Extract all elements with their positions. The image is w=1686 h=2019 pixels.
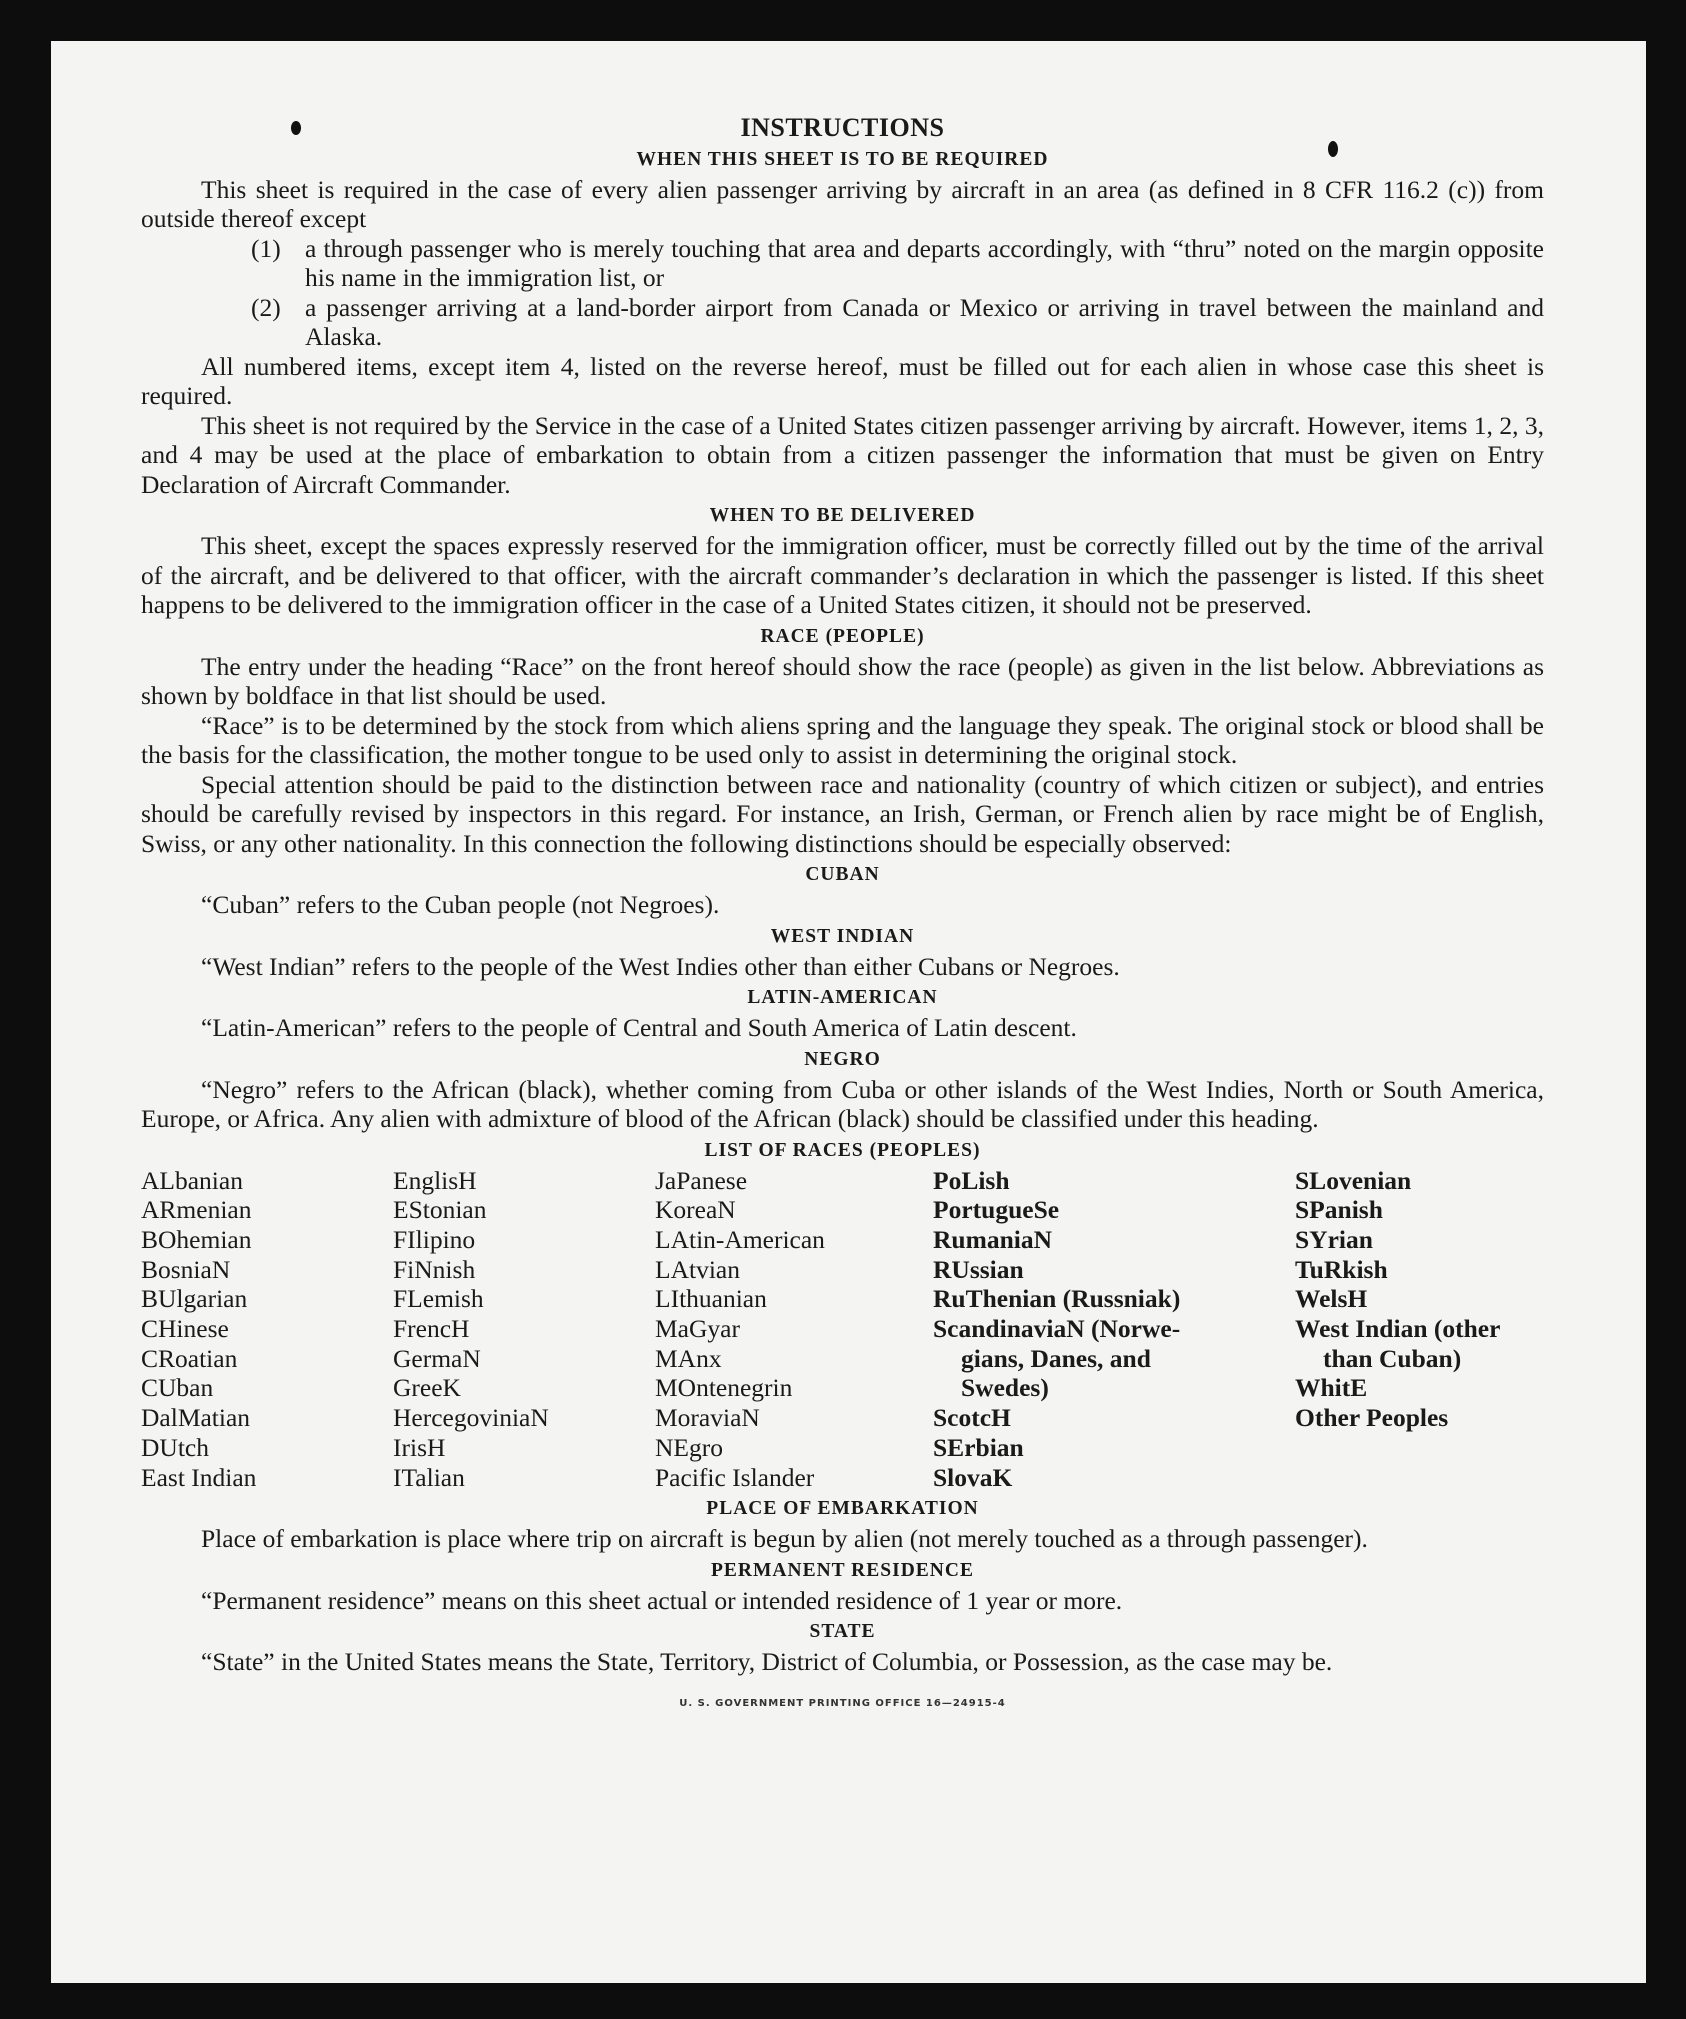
race-entry: Swedes) (961, 1373, 1049, 1403)
race-entry: West Indian (other (1295, 1314, 1501, 1344)
race-entry: ScandinaviaN (Norwe- (933, 1314, 1181, 1344)
paragraph: This sheet is required in the case of every alien passenger arriving by aircraft in an area (as defined in 8 CFR 116.2 (c)) from outside thereof except (141, 174, 1544, 233)
race-entry: East Indian (141, 1462, 257, 1492)
race-entry: EnglisH (393, 1165, 477, 1195)
race-entry: KoreaN (655, 1195, 736, 1225)
race-entry: ScotcH (933, 1403, 1011, 1433)
section-heading-cuban: CUBAN (805, 864, 880, 885)
section-heading-west-indian: WEST INDIAN (770, 925, 915, 947)
section-heading-list-of-races: LIST OF RACES (PEOPLES) (704, 1139, 981, 1161)
section-heading-negro: NEGRO (804, 1048, 881, 1070)
paragraph: “Race” is to be determined by the stock from which aliens spring and the language they speak. The original stock or blood shall be the basis for the classification, the mother tongue to be used only to assist in determining the original stock. (141, 710, 1544, 769)
section-heading-embarkation: PLACE OF EMBARKATION (706, 1498, 979, 1520)
races-column (393, 1166, 655, 1493)
race-entry: FIlipino (393, 1224, 476, 1254)
race-entry: CHinese (141, 1314, 229, 1344)
punch-mark (1328, 141, 1338, 157)
race-entry: BUlgarian (141, 1284, 248, 1314)
race-entry: RumaniaN (933, 1224, 1053, 1254)
race-entry: FLemish (393, 1284, 484, 1314)
race-entry: PoLish (933, 1165, 1010, 1195)
paragraph: Place of embarkation is place where trip on aircraft is begun by alien (not merely touched as a through passenger). (201, 1524, 1368, 1554)
race-entry: SPanish (1295, 1195, 1383, 1225)
race-entry: LAtin-American (655, 1224, 825, 1254)
punch-mark (291, 121, 301, 135)
list-item (141, 234, 1544, 293)
race-entry: CUban (141, 1373, 214, 1403)
printer-imprint: U. S. GOVERNMENT PRINTING OFFICE 16—24915-4 (679, 1697, 1006, 1709)
race-entry: RuThenian (Russniak) (933, 1284, 1181, 1314)
race-entry: GermaN (393, 1343, 481, 1373)
race-entry: Other Peoples (1295, 1403, 1449, 1433)
document-page (51, 41, 1646, 1983)
race-entry: WhitE (1295, 1373, 1368, 1403)
race-entry: DalMatian (141, 1403, 251, 1433)
race-entry: PortugueSe (933, 1195, 1060, 1225)
race-entry: ITalian (393, 1462, 465, 1492)
race-entry: NEgro (655, 1432, 723, 1462)
race-entry: than Cuban) (1323, 1343, 1462, 1373)
race-entry: GreeK (393, 1373, 461, 1403)
race-entry: MoraviaN (655, 1403, 760, 1433)
item-text: a passenger arriving at a land-border airport from Canada or Mexico or arriving in travel between the mainland and Alaska. (305, 292, 1544, 351)
races-list (141, 1166, 1544, 1493)
race-entry: ARmenian (141, 1195, 252, 1225)
section-heading-latin-american: LATIN-AMERICAN (747, 987, 938, 1008)
race-entry: LIthuanian (655, 1284, 767, 1314)
race-entry: MOntenegrin (655, 1373, 793, 1403)
races-column (141, 1166, 393, 1493)
race-entry: HercegoviniaN (393, 1403, 549, 1433)
race-entry: SYrian (1295, 1224, 1373, 1254)
paragraph: All numbered items, except item 4, listed on the reverse hereof, must be filled out for each alien in whose case this sheet is required. (141, 351, 1544, 410)
section-heading-when-delivered: WHEN TO BE DELIVERED (709, 505, 976, 526)
race-entry: RUssian (933, 1254, 1024, 1284)
paragraph: “State” in the United States means the State, Territory, District of Columbia, or Possession, as the case may be. (201, 1647, 1333, 1677)
race-entry: SLovenian (1295, 1165, 1412, 1195)
race-entry: SErbian (933, 1432, 1024, 1462)
races-column (1295, 1166, 1544, 1493)
paragraph: Special attention should be paid to the distinction between race and nationality (country of which citizen or subject), and entries should be carefully revised by inspectors in this regard. For instance, an Irish, German, or French alien by race might be of English, Swiss, or any other nationality. In this connection the following distinctions should be especially observed: (141, 769, 1544, 858)
section-heading-state: STATE (809, 1621, 876, 1643)
race-entry: BosniaN (141, 1254, 231, 1284)
races-column (933, 1166, 1295, 1493)
paragraph: “Latin-American” refers to the people of Central and South America of Latin descent. (201, 1013, 1077, 1042)
race-entry: Pacific Islander (655, 1462, 815, 1492)
races-column (655, 1166, 933, 1493)
paragraph: “Negro” refers to the African (black), whether coming from Cuba or other islands of the West Indies, North or South America, Europe, or Africa. Any alien with admixture of blood of the African (black) should be classified under this heading. (141, 1074, 1544, 1133)
race-entry: CRoatian (141, 1343, 238, 1373)
paragraph: The entry under the heading “Race” on the front hereof should show the race (people) as given in the list below. Abbreviations as shown by boldface in that list should be used. (141, 651, 1544, 710)
race-entry: TuRkish (1295, 1254, 1388, 1284)
section-heading-when-required: WHEN THIS SHEET IS TO BE REQUIRED (636, 148, 1049, 170)
paragraph: “West Indian” refers to the people of the West Indies other than either Cubans or Negroes. (201, 951, 1120, 981)
paragraph: “Cuban” refers to the Cuban people (not Negroes). (201, 890, 720, 919)
race-entry: JaPanese (655, 1165, 748, 1195)
race-entry: WelsH (1295, 1284, 1368, 1314)
paragraph: This sheet is not required by the Service in the case of a United States citizen passenger arriving by aircraft. However, items 1, 2, 3, and 4 may be used at the place of embarkation to obtain from a citizen passenger the information that must be given on Entry Declaration of Aircraft Commander. (141, 410, 1544, 499)
race-entry: MaGyar (655, 1314, 740, 1344)
race-entry: ALbanian (141, 1165, 243, 1195)
race-entry: DUtch (141, 1432, 209, 1462)
race-entry: EStonian (393, 1195, 487, 1225)
paragraph: “Permanent residence” means on this sheet actual or intended residence of 1 year or more. (201, 1585, 1123, 1615)
item-number: (2) (251, 292, 281, 322)
race-entry: FiNnish (393, 1254, 476, 1284)
race-entry: FrencH (393, 1314, 470, 1344)
race-entry: gians, Danes, and (961, 1343, 1151, 1373)
paragraph: This sheet, except the spaces expressly reserved for the immigration officer, must be correctly filled out by the time of the arrival of the aircraft, and be delivered to that officer, with the aircraft commander’s declaration in which the passenger is listed. If this sheet happens to be delivered to the immigration officer in the case of a United States citizen, it should not be preserved. (141, 531, 1544, 619)
race-entry: BOhemian (141, 1224, 252, 1254)
race-entry: LAtvian (655, 1254, 740, 1284)
item-number: (1) (251, 233, 281, 263)
race-entry: MAnx (655, 1343, 722, 1373)
list-item (141, 293, 1544, 352)
section-heading-race: RACE (PEOPLE) (760, 625, 925, 647)
section-heading-residence: PERMANENT RESIDENCE (711, 1559, 974, 1581)
page-title: INSTRUCTIONS (740, 113, 945, 142)
item-text: a through passenger who is merely touching that area and departs accordingly, with “thru” noted on the margin opposite his name in the immigration list, or (305, 233, 1544, 292)
race-entry: SlovaK (933, 1462, 1013, 1492)
race-entry: IrisH (393, 1432, 446, 1462)
